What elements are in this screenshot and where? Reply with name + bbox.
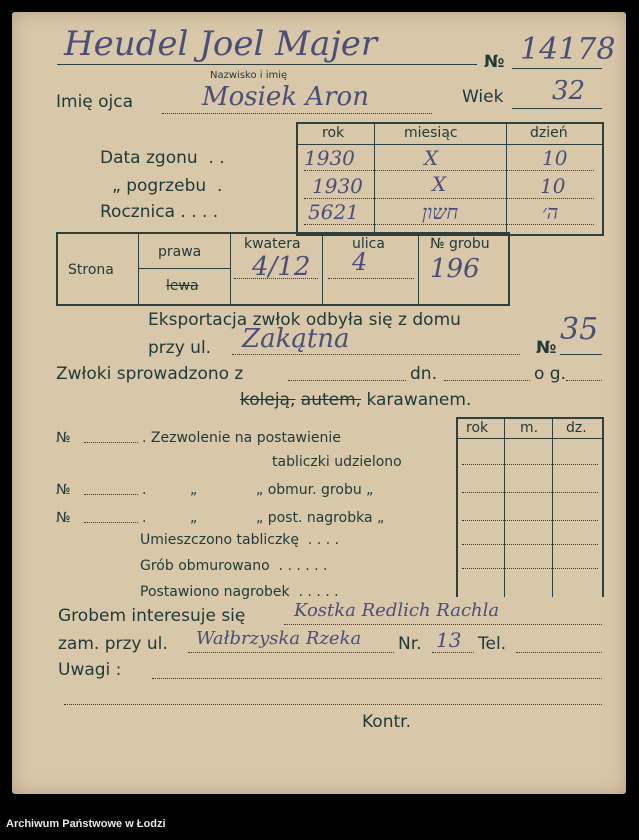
address-nr-label: Nr.: [398, 634, 422, 654]
anniversary-label: Rocznica . . . .: [100, 202, 219, 222]
export-street-label: przy ul.: [148, 338, 212, 358]
export-line: Eksportacja zwłok odbyła się z domu: [148, 310, 461, 330]
tel-label: Tel.: [478, 634, 507, 654]
control-label: Kontr.: [362, 712, 411, 732]
walled-grave-label: Grób obmurowano . . . . . .: [140, 558, 328, 574]
export-nr-label: №: [536, 338, 557, 358]
death-year: 1930: [304, 146, 355, 170]
export-nr-value: 35: [560, 312, 599, 347]
address-label: zam. przy ul.: [58, 634, 168, 654]
permit-plate-label: . Zezwolenie na postawienie: [142, 430, 341, 446]
father-value: Mosiek Aron: [202, 82, 369, 112]
grave-number-value: 196: [430, 254, 480, 284]
grave-number-label: № grobu: [430, 236, 490, 252]
name-caption: Nazwisko i imię: [210, 70, 288, 81]
permits-col-dz: dz.: [566, 420, 587, 436]
transfer-label: Zwłoki sprowadzono z: [56, 364, 244, 384]
ulica-value: 4: [352, 248, 368, 276]
permits-table: [456, 417, 604, 597]
address-value: Wałbrzyska Rzeka: [196, 628, 362, 649]
anniversary-year: 5621: [308, 200, 359, 224]
permits-col-rok: rok: [466, 420, 489, 436]
name-handwritten: Heudel Joel Majer: [64, 24, 378, 64]
placed-plate-label: Umieszczono tabliczkę . . . .: [140, 532, 340, 548]
transport-mode: koleją, autem, karawanem.: [240, 390, 472, 410]
strona-label: Strona: [68, 262, 114, 278]
kwatera-label: kwatera: [244, 236, 301, 252]
age-line: [512, 108, 602, 109]
record-card: Heudel Joel Majer Nazwisko i imię № 14178 Imię ojca Mosiek Aron Wiek 32 Data zgonu . . „ pogrzebu . Rocznica . . . . rok miesiąc dzień 1930 X 10 1930 X 10 5621 חשון ה׳ Strona prawa lewa kwatera ulica № grobu 4/12 4 196 Eksportacja zwłok odbyła się z domu przy ul. Zakątna № 35 Zwłoki sprowadzono z dn. o g. koleją, autem, karawanem. № . Zezwolenie na postawienie tabliczki udzielono № . „ „ obmur. grobu „ № . „ „ post. nagrobka „ Umieszczono tabliczkę . . . . Grób obmurowano . . . . . . Postawiono nagrobek . . . . . rok m. dz. Grobem interesuje się Kostka Redlich Rachla zam. przy ul. Wałbrzyska Rzeka Nr. 13 Tel. Uwagi : Kontr.: [12, 12, 626, 794]
permit-stone-no: №: [56, 510, 71, 526]
interested-value: Kostka Redlich Rachla: [294, 600, 500, 621]
interested-label: Grobem interesuje się: [58, 606, 246, 626]
permit-plate-no: №: [56, 430, 71, 446]
death-month: X: [424, 146, 439, 170]
anniversary-month: חשון: [422, 200, 459, 224]
kwatera-value: 4/12: [252, 252, 311, 282]
father-line: [162, 113, 432, 114]
address-nr-value: 13: [436, 628, 462, 652]
permit-plate-label-2: tabliczki udzielono: [272, 454, 402, 470]
archive-footer: Archiwum Państwowe w Łodzi: [6, 818, 166, 830]
record-number-value: 14178: [520, 32, 616, 67]
age-value: 32: [552, 76, 586, 106]
ulica-label: ulica: [352, 236, 385, 252]
death-day: 10: [542, 146, 568, 170]
col-rok: rok: [322, 125, 345, 141]
father-label: Imię ojca: [56, 92, 134, 112]
col-miesiac: miesiąc: [404, 125, 458, 141]
permit-wall-no: №: [56, 482, 71, 498]
record-number-label: №: [484, 52, 505, 72]
transfer-dn-label: dn.: [410, 364, 437, 384]
lewa-label: lewa: [166, 278, 199, 294]
permits-col-m: m.: [520, 420, 539, 436]
remarks-label: Uwagi :: [58, 660, 122, 680]
name-line: [57, 64, 477, 65]
col-dzien: dzień: [530, 125, 568, 141]
permit-wall-label: „ obmur. grobu „: [256, 482, 374, 498]
anniversary-day: ה׳: [542, 200, 559, 224]
transfer-og-label: o g.: [534, 364, 566, 384]
permit-stone-label: „ post. nagrobka „: [256, 510, 385, 526]
burial-date-label: „ pogrzebu .: [112, 176, 223, 196]
placed-stone-label: Postawiono nagrobek . . . . .: [140, 584, 339, 600]
burial-year: 1930: [312, 174, 363, 198]
export-street-value: Zakątna: [242, 324, 350, 354]
burial-month: X: [432, 172, 447, 196]
number-line: [512, 68, 602, 69]
burial-day: 10: [540, 174, 566, 198]
death-date-label: Data zgonu . .: [100, 148, 225, 168]
age-label: Wiek: [462, 87, 504, 107]
prawa-label: prawa: [158, 244, 202, 260]
